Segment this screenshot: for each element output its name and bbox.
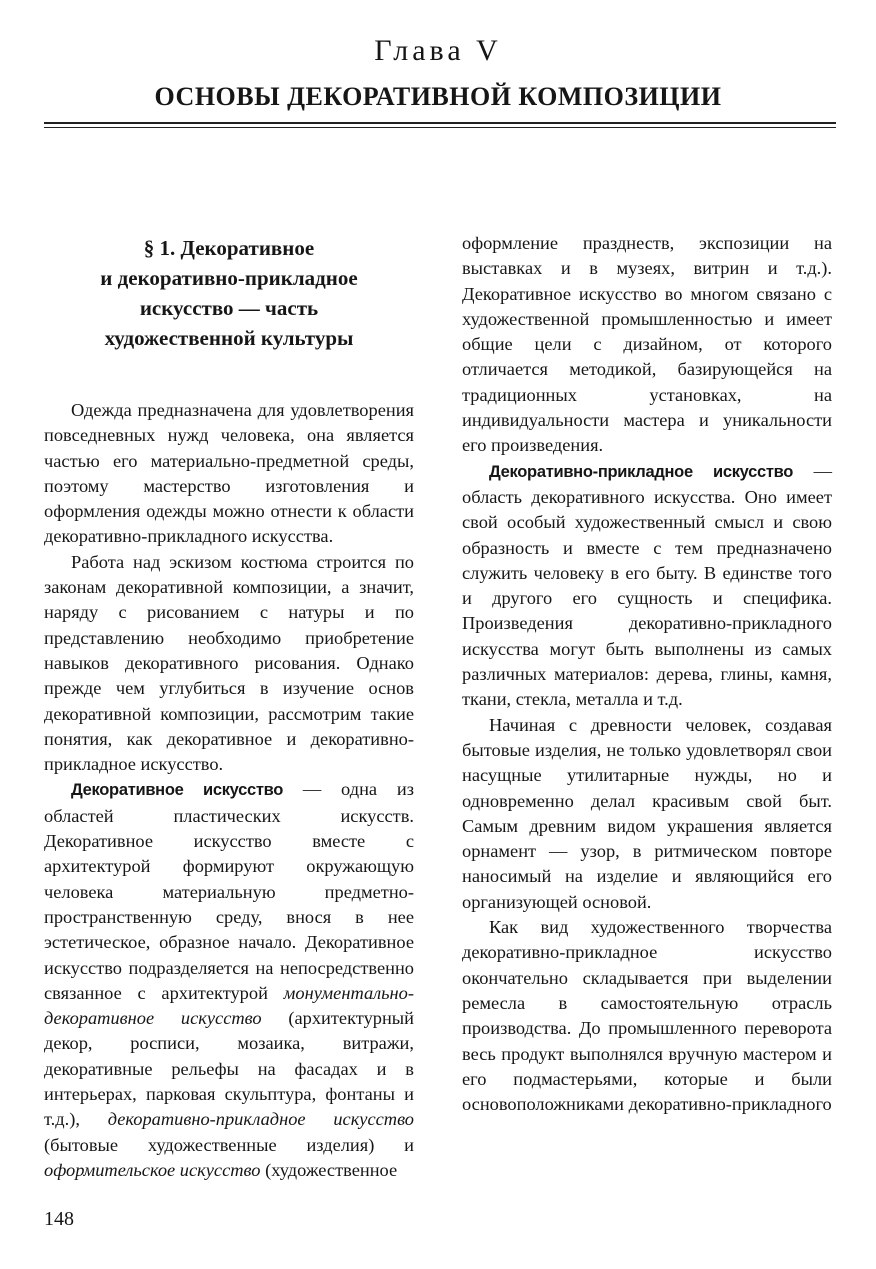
- term-italic: монументально-декоративное искусство: [44, 982, 414, 1029]
- section-heading: [44, 233, 414, 353]
- section-heading-line: художественной культуры: [104, 326, 354, 350]
- term-italic: декоративно-прикладное искусство: [107, 1109, 414, 1130]
- paragraph-text: (художественное: [260, 1159, 398, 1180]
- paragraph: [44, 777, 414, 1183]
- header-rule: [44, 122, 836, 124]
- paragraph: [462, 459, 832, 713]
- paragraph-text: — одна из областей пластических искусств. Декоративное искусство вместе с архитектурой формируют окружающую человека материальную предметно-пространственную среду, внося в нее эстетическое, образное начало. Декоративное искусство подразделяется на непосредственно связанное с архитектурой: [44, 779, 414, 1003]
- paragraph-text: (архитектурный декор, росписи, мозаика, витражи, декоративные рельефы на фасадах и в интерьерах, парковая скульптура, фонтаны и т.д.),: [44, 1008, 414, 1130]
- chapter-label: Глава V: [374, 34, 502, 67]
- paragraph-text: (бытовые художественные изделия) и: [44, 1134, 414, 1155]
- paragraph: Как вид художественного творчества декоративно-прикладное искусство окончательно складывается при выделении ремесла в самостоятельную отрасль производства. До промышленного переворота весь продукт выполнялся вручную мастером и его подмастерьями, которые и были основоположниками декоративно-прикладного: [462, 917, 832, 1115]
- right-column: [462, 231, 832, 1117]
- section-heading-line: и декоративно-прикладное: [100, 266, 358, 290]
- left-column: [44, 233, 414, 1183]
- chapter-title: ОСНОВЫ ДЕКОРАТИВНОЙ КОМПОЗИЦИИ: [154, 82, 722, 111]
- paragraph: оформление празднеств, экспозиции на выставках и в музеях, витрин и т.д.). Декоративное искусство во многом связано с художественной промышленностью и имеет общие цели с дизайном, от которого отличается методикой, базирующейся на традиционных установках, на индивидуальности мастера и уникальности его произведения.: [462, 233, 832, 456]
- section-heading-line: § 1. Декоративное: [143, 236, 315, 260]
- paragraph: Начиная с древности человек, создавая бытовые изделия, не только удовлетворял свои насущные утилитарные нужды, но и одновременно делал красивым свой быт. Самым древним видом украшения является орнамент — узор, в ритмическом повторе наносимый на изделие и являющийся его организующей основой.: [462, 714, 832, 912]
- paragraph: Работа над эскизом костюма строится по законам декоративной композиции, а значит, наряду с рисованием с натуры и по представлению необходимо приобретение навыков декоративного рисования. Однако прежде чем углубиться в изучение основ декоративной композиции, рассмотрим такие понятия, как декоративное и декоративно-прикладное искусство.: [44, 551, 414, 775]
- page-number: 148: [44, 1208, 74, 1230]
- term-italic: оформительское искусство: [44, 1159, 261, 1180]
- paragraph: Одежда предназначена для удовлетворения повседневных нужд человека, она является частью его материально-предметной среды, поэтому мастерство изготовления и оформления одежды можно отнести к области декоративно-прикладного искусства.: [44, 400, 414, 547]
- paragraph-text: — область декоративного искусства. Оно имеет свой особый художественный смысл и свою образность и вместе с тем предназначено служить человеку в его быту. В единстве того и другого его сущность и специфика. Произведения декоративно-прикладного искусства могут быть выполнены из самых различных материалов: дерева, глины, камня, ткани, стекла, металла и т.д.: [462, 460, 832, 710]
- header-rule-thin: [44, 127, 836, 128]
- section-heading-line: искусство — часть: [139, 296, 319, 320]
- term-bold: Декоративное искусство: [71, 781, 284, 800]
- term-bold: Декоративно-прикладное искусство: [489, 462, 794, 481]
